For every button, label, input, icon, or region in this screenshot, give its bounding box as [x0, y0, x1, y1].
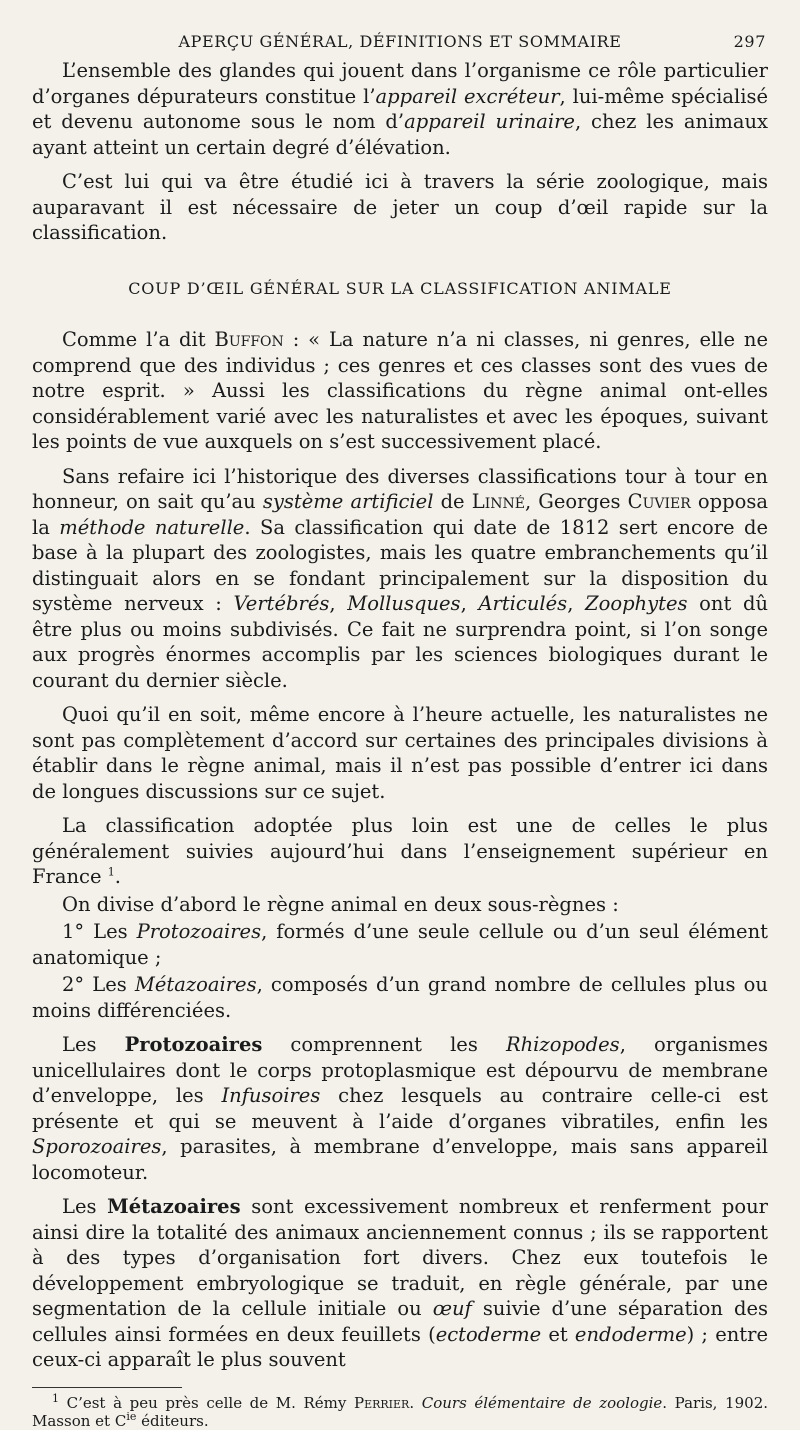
running-title: APERÇU GÉNÉRAL, DÉFINITIONS ET SOMMAIRE — [178, 32, 622, 51]
footnote-marker: 1 — [52, 1391, 59, 1405]
page-number: 297 — [733, 32, 766, 51]
paragraph-excretory-system: L’ensemble des glandes qui jouent dans l’organisme ce rôle particulier d’organes dépurateurs constitue l’appareil excréteur, lui-même spécialisé et devenu autonome sous le nom d’appareil urinaire, chez les animaux ayant atteint un certain degré d’élévation. — [32, 59, 769, 159]
paragraph-study-intro: C’est lui qui va être étudié ici à travers la série zoologique, mais auparavant il est nécessaire de jeter un coup d’œil rapide sur la classification. — [32, 170, 768, 244]
list-item-protozoa: 1° Les Protozoaires, formés d’une seule cellule ou d’un seul élément anatomique ; — [32, 920, 768, 969]
section-heading: COUP D’ŒIL GÉNÉRAL SUR LA CLASSIFICATION ANIMALE — [128, 278, 672, 298]
paragraph-two-subkingdoms: On divise d’abord le règne animal en deux sous-règnes : — [62, 892, 619, 916]
paragraph-protozoa: Les Protozoaires comprennent les Rhizopodes, organismes unicellulaires dont le corps protoplasmique est dépourvu de membrane d’enveloppe, les Infusoires chez lesquels au contraire celle-ci est présente et qui se meuvent à l’aide d’organes vibratiles, enfin les Sporozoaires, parasites, à membrane d’enveloppe, mais sans appareil locomoteur. — [32, 1033, 769, 1184]
list-item-metazoa: 2° Les Métazoaires, composés d’un grand nombre de cellules plus ou moins différenciées. — [32, 973, 768, 1022]
running-header — [32, 30, 768, 58]
paragraph-cuvier-classification: Sans refaire ici l’historique des diverses classifications tour à tour en honneur, on sait qu’au système artificiel de Linné, Georges Cuvier opposa la méthode naturelle. Sa classification qui date de 1812 sert encore de base à la plupart des zoologistes, mais les quatre embranchements qu’il distinguait alors en se fondant principalement sur la disposition du système nerveux : Vertébrés, Mollusques, Articulés, Zoophytes ont dû être plus ou moins subdivisés. Ce fait ne surprendra point, si l’on songe aux progrès énormes accomplis par les sciences biologiques durant le courant du dernier siècle. — [32, 464, 769, 692]
paragraph-adopted-classification: La classification adoptée plus loin est une de celles le plus généralement suivies aujourd’hui dans l’enseignement supérieur en France $^1$. — [32, 814, 768, 888]
footnote-reference: 1 — [107, 865, 115, 879]
footnote-divider — [32, 1387, 182, 1388]
paragraph-metazoa: Les Métazoaires sont excessivement nombreux et renferment pour ainsi dire la totalité des animaux anciennement connus ; ils se rapportent à des types d’organisation fort divers. Chez eux toutefois le développement embryologique se traduit, en règle générale, par une segmentation de la cellule initiale ou œuf suivie d’une séparation des cellules ainsi formées en deux feuillets (ectoderme et endoderme) ; entre ceux-ci apparaît le plus souvent — [32, 1195, 768, 1371]
body-text — [32, 58, 768, 1373]
paragraph-buffon-quote: Comme l’a dit Buffon : « La nature n’a ni classes, ni genres, elle ne comprend que des individus ; ces genres et ces classes sont des vues de notre esprit. » Aussi les classifications du règne animal ont-elles considérablement varié avec les naturalistes et avec les époques, suivant les points de vue auxquels on s’est successivement placé. — [32, 328, 768, 453]
footnote: $^1$ C’est à peu près celle de M. Rémy Perrier. Cours élémentaire de zoologie. Paris, 1902. Masson et $C^{ie}$ éditeurs. — [32, 1391, 769, 1430]
paragraph-current-disagreement: Quoi qu’il en soit, même encore à l’heure actuelle, les naturalistes ne sont pas complètement d’accord sur certaines des principales divisions à établir dans le règne animal, mais il n’est pas possible d’entrer ici dans de longues discussions sur ce sujet. — [32, 703, 768, 803]
